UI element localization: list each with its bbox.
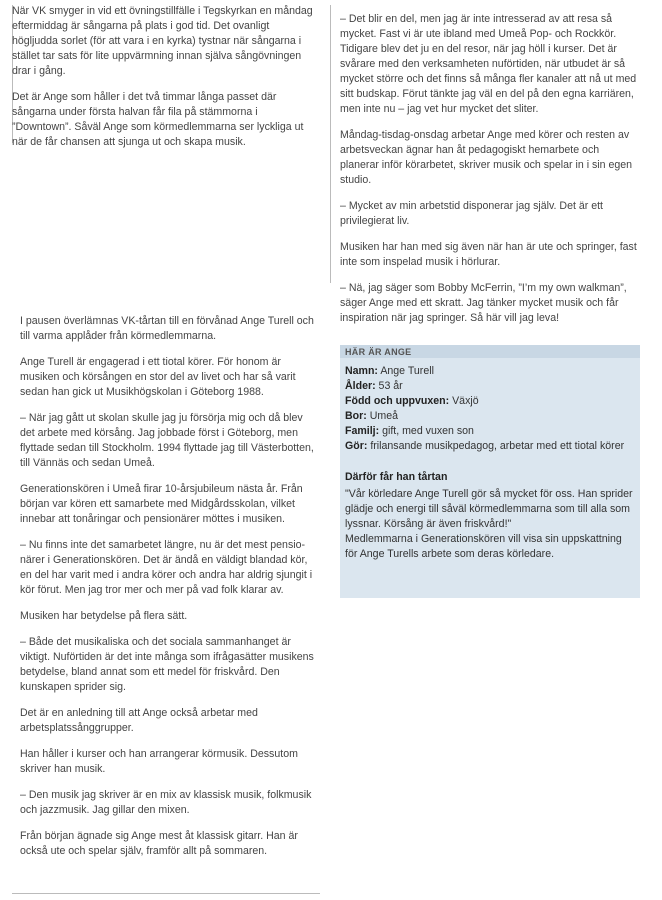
fact-box-closing: Medlemmarna i Generationskören vill visa sin uppskattning för Ange Turells arbete som deras körledare. bbox=[345, 533, 622, 560]
article-left-column bbox=[20, 314, 320, 870]
fact-family: Familj: gift, med vuxen son bbox=[345, 425, 474, 437]
fact-box-subheading: Därför får han tårtan bbox=[345, 471, 448, 483]
fact-box bbox=[340, 345, 640, 598]
paragraph: – Både det musikaliska och det sociala sammanhanget är viktigt. Nuförtiden är det inte många som ifrågasätter musikens betydelse, bland annat som ett medel för friskvård. Den kunskapen sprider sig. bbox=[20, 636, 314, 693]
paragraph: Musiken har han med sig även när han är ute och springer, fast inte som inspelad musik i hörlurar. bbox=[340, 241, 637, 268]
paragraph: Han håller i kurser och han arrangerar körmusik. Dessutom skriver han musik. bbox=[20, 748, 298, 775]
article-right-column bbox=[340, 12, 640, 337]
paragraph: – Den musik jag skriver är en mix av klassisk musik, folkmusik och jazzmusik. Jag gillar den mixen. bbox=[20, 789, 312, 816]
fact-age: Ålder: 53 år bbox=[345, 380, 403, 392]
fact-box-quote: "Vår körledare Ange Turell gör så mycket för oss. Han sprider glädje och energi till såväl körmedlemmarna som till alla som lyssnar. Körsång är även friskvård!" bbox=[345, 488, 633, 530]
paragraph: – Nä, jag säger som Bobby McFerrin, ”I’m my own walkman”, säger Ange med ett skratt. Jag tänker mycket musik och får inspiration när jag springer. Så här vill jag leva! bbox=[340, 282, 627, 324]
paragraph: – Det blir en del, men jag är inte intresserad av att resa så mycket. Fast vi är ute ibland med Umeå Pop- och Rockkör. Tidigare blev det ju en del resor, när jag höll i kurser. Det är svårare med den verksamheten nuförtiden, när utbudet är så mycket större och det finns så många fler kanaler att nå ut med sitt budskap. Förut tänkte jag väl en del på den egna karriären, men inte nu – jag vet hur mycket det sliter. bbox=[340, 13, 637, 115]
paragraph: Från början ägnade sig Ange mest åt klassisk gitarr. Han är också ute och spelar själv, framför allt på sommaren. bbox=[20, 830, 298, 857]
paragraph: – När jag gått ut skolan skulle jag ju försörja mig och då blev det arbete med körsång. Jag jobbade först i Göteborg, men flyttade sedan till Stockholm. 1994 flyttade jag till Västerbotten, till Vännäs och sedan Umeå. bbox=[20, 412, 314, 469]
fact-birthplace: Född och uppvuxen: Växjö bbox=[345, 395, 479, 407]
paragraph: Måndag-tisdag-onsdag arbetar Ange med körer och resten av arbetsveckan ägnar han åt pedagogiskt hemarbete och planerar inför körarbetet, skriver musik och spelar in i sin egen studio. bbox=[340, 129, 633, 186]
paragraph: I pausen överlämnas VK-tårtan till en förvånad Ange Turell och till varma applåder från körmedlemmarna. bbox=[20, 315, 314, 342]
paragraph: – Mycket av min arbetstid disponerar jag själv. Det är ett privilegierat liv. bbox=[340, 200, 603, 227]
paragraph: Det är en anledning till att Ange också arbetar med arbetsplatssånggrupper. bbox=[20, 707, 258, 734]
paragraph: Musiken har betydelse på flera sätt. bbox=[20, 610, 188, 622]
column-divider bbox=[330, 5, 331, 283]
column-divider bbox=[12, 893, 320, 894]
paragraph: Det är Ange som håller i det två timmar långa passet där sångarna under första halvan får fila på stämmorna i ”Downtown”. Såväl Ange som körmedlemmarna ser lyckliga ut när de får chansen att sjunga ut och skapa musik. bbox=[12, 91, 304, 148]
paragraph: Generationskören i Umeå firar 10-årsjubileum nästa år. Från början var kören ett samarbete med Midgårdsskolan, vilket innebar att tonåringar och pensionärer möttes i musiken. bbox=[20, 483, 303, 525]
paragraph: Ange Turell är engagerad i ett tiotal körer. För honom är musiken och körsången en stor del av livet och har så varit sedan han gick ut Musikhögskolan i Göteborg 1988. bbox=[20, 356, 296, 398]
fact-box-header: HÄR ÄR ANGE bbox=[340, 345, 640, 358]
paragraph: När VK smyger in vid ett övningstillfälle i Tegskyrkan en måndag eftermiddag är sångarna på plats i god tid. Det ovanligt högljudda sorlet (för att vara i en kyrka) tystnar när sångarna i stället tar sats för lite uppvärmning innan själva sångövningen drar i gång. bbox=[12, 5, 313, 77]
fact-occupation: Gör: frilansande musikpedagog, arbetar med ett tiotal körer bbox=[345, 440, 625, 452]
paragraph: – Nu finns inte det samarbetet längre, nu är det mest pensio-närer i Generationskören. Det är ändå en väldigt blandad kör, en del har varit med i andra körer och andra har aldrig sjungit i kör förut. Men jag tror mer och mer på vad folk klarar av. bbox=[20, 539, 313, 596]
fact-residence: Bor: Umeå bbox=[345, 410, 398, 422]
fact-name: Namn: Ange Turell bbox=[345, 365, 434, 377]
article-intro bbox=[12, 4, 317, 161]
